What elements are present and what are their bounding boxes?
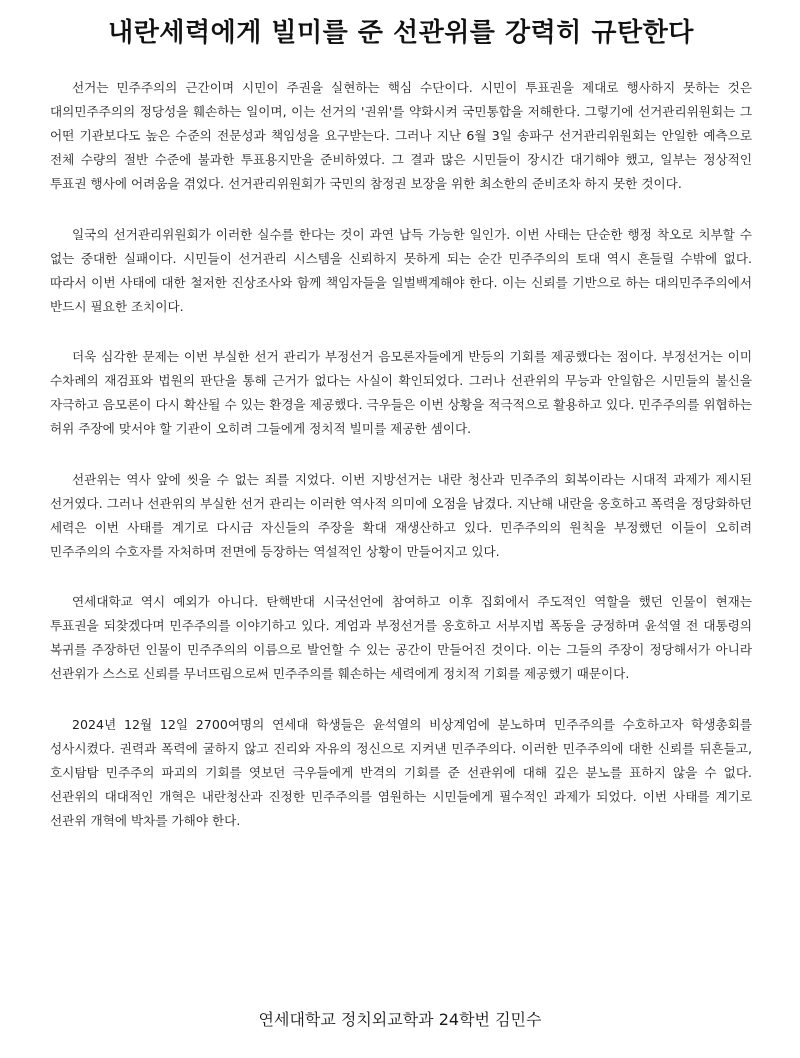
author-signature: 연세대학교 정치외교학과 24학번 김민수 [258,1010,542,1029]
paragraph-2: 일국의 선거관리위원회가 이러한 실수를 한다는 것이 과연 납득 가능한 일인가. 이번 사태는 단순한 행정 착오로 치부할 수 없는 중대한 실패이다. 시민들이 선거관리 시스템을 신뢰하지 못하게 되는 순간 민주주의의 토대 역시 흔들릴 수밖에 없다. 따라서 이번 사태에 대한 철저한 진상조사와 함께 책임자들을 일벌백계해야 한다. 이는 신뢰를 기반으로 하는 대의민주주의에서 반드시 필요한 조치이다. [50,226,752,314]
paragraph-6: 2024년 12월 12일 2700여명의 연세대 학생들은 윤석열의 비상계엄에 분노하며 민주주의를 수호하고자 학생총회를 성사시켰다. 권력과 폭력에 굴하지 않고 진리와 자유의 정신으로 지켜낸 민주주의다. 이러한 민주주의에 대한 신뢰를 뒤흔들고, 호시탐탐 민주주의 파괴의 기회를 엿보던 극우들에게 반격의 기회를 준 선관위에 대해 깊은 분노를 표하지 않을 수 없다. 선관위의 대대적인 개혁은 내란청산과 진정한 민주주의를 염원하는 시민들에게 필수적인 과제가 되었다. 이번 사태를 계기로 선관위 개혁에 박차를 가해야 한다. [50,716,752,828]
paragraph-1: 선거는 민주주의의 근간이며 시민이 주권을 실현하는 핵심 수단이다. 시민이 투표권을 제대로 행사하지 못하는 것은 대의민주주의의 정당성을 훼손하는 일이며, 이는 선거의 '권위'를 약화시켜 국민통합을 저해한다. 그렇기에 선거관리위원회는 그 어떤 기관보다도 높은 수준의 전문성과 책임성을 요구받는다. 그러나 지난 6월 3일 송파구 선거관리위원회는 안일한 예측으로 전체 수량의 절반 수준에 불과한 투표용지만을 준비하였다. 그 결과 많은 시민들이 장시간 대기해야 했고, 일부는 정상적인 투표권 행사에 어려움을 겪었다. 선거관리위원회가 국민의 참정권 보장을 위한 최소한의 준비조차 하지 못한 것이다. [50,80,752,191]
paragraph-3: 더욱 심각한 문제는 이번 부실한 선거 관리가 부정선거 음모론자들에게 반등의 기회를 제공했다는 점이다. 부정선거는 이미 수차례의 재검표와 법원의 판단을 통해 근거가 없다는 사실이 확인되었다. 그러나 선관위의 무능과 안일함은 시민들의 불신을 자극하고 음모론이 다시 확산될 수 있는 환경을 제공했다. 극우들은 이번 상황을 적극적으로 활용하고 있다. 민주주의를 위협하는 허위 주장에 맞서야 할 기관이 오히려 그들에게 정치적 빌미를 제공한 셈이다. [50,349,752,436]
document-title: 내란세력에게 빌미를 준 선관위를 강력히 규탄한다 [108,18,694,48]
paragraph-5: 연세대학교 역시 예외가 아니다. 탄핵반대 시국선언에 참여하고 이후 집회에서 주도적인 역할을 했던 인물이 현재는 투표권을 되찾겠다며 민주주의를 이야기하고 있다. 계엄과 부정선거를 옹호하고 서부지법 폭동을 긍정하며 윤석열 전 대통령의 복귀를 주장하던 인물이 민주주의의 이름으로 발언할 수 있는 공간이 만들어진 것이다. 이는 그들의 주장이 정당해서가 아니라 선관위가 스스로 신뢰를 무너뜨림으로써 민주주의를 훼손하는 세력에게 정치적 기회를 제공했기 때문이다. [50,594,752,681]
statement-body [50,76,752,833]
paragraph-4: 선관위는 역사 앞에 씻을 수 없는 죄를 지었다. 이번 지방선거는 내란 청산과 민주주의 회복이라는 시대적 과제가 제시된 선거였다. 그러나 선관위의 부실한 선거 관리는 이러한 역사적 의미에 오점을 남겼다. 지난해 내란을 옹호하고 폭력을 정당화하던 세력은 이번 사태를 계기로 다시금 자신들의 주장을 확대 재생산하고 있다. 민주주의의 원칙을 부정했던 이들이 오히려 민주주의의 수호자를 자처하며 전면에 등장하는 역설적인 상황이 만들어지고 있다. [50,471,752,559]
